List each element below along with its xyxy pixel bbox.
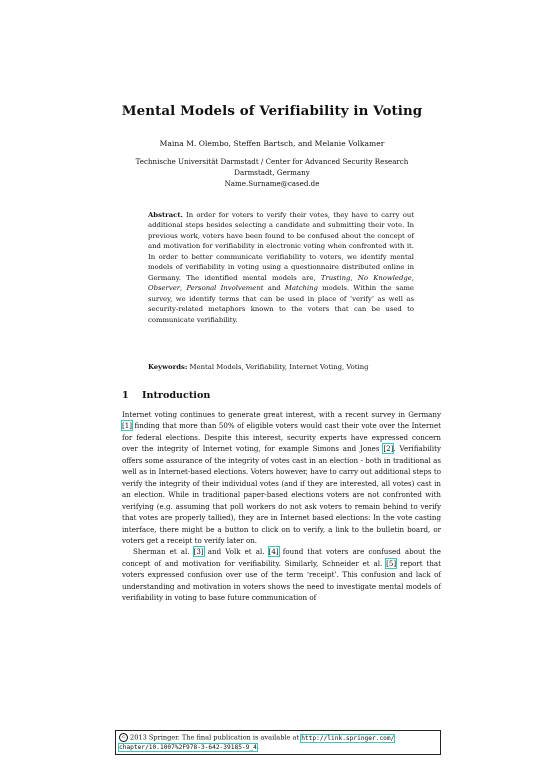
citation-link[interactable]: [2] [383,444,394,454]
paragraph [122,409,441,546]
mental-model-name: Observer [148,284,181,293]
separator: , [350,273,358,282]
paper-title: Mental Models of Verifiability in Voting [121,103,423,119]
paragraph [122,546,441,603]
mental-model-name: Trusting [320,273,351,282]
abstract-text: models. Within the same survey, we identify terms that can be used in place of ‘verify’ as well as security-related metaphors known to the voters that can be used to communicate verifiability. [148,284,414,324]
affiliation-line: Technische Universität Darmstadt / Center for Advanced Security Research [135,157,409,166]
abstract-label: Abstract. [148,211,183,219]
keywords [148,363,414,371]
section-title: Introduction [142,390,211,401]
paragraph-text: report that voters expressed confusion over use of the term ‘receipt’. This confusion and lack of understanding and motivation in voters shows the need to investigate mental models of verifiability in voting to base future communication of [122,558,441,603]
affiliation-location: Darmstadt, Germany [234,168,310,177]
citation-link[interactable]: [3] [193,547,204,557]
mental-model-name: Matching [284,284,318,293]
separator: , [411,273,414,282]
citation-link[interactable]: [5] [386,558,397,568]
footnote-text: 2013 Springer. The final publication is available at [130,733,302,742]
body-text [122,409,441,604]
paragraph-text: and Volk et al. [203,547,269,557]
copyright-icon: c [119,733,128,742]
paragraph-text: Sherman et al. [133,547,194,557]
separator: and [263,284,285,293]
abstract [148,210,414,325]
citation-link[interactable]: [4] [268,547,279,557]
keywords-text: Mental Models, Verifiability, Internet Voting, Voting [187,363,369,371]
footnote-end: . [256,742,259,751]
keywords-label: Keywords: [148,363,188,371]
author-list: Maina M. Olembo, Steffen Bartsch, and Melanie Volkamer [159,139,385,148]
publication-link[interactable]: chapter/10.1007%2F978-3-642-39185-9_4 [119,743,257,751]
section-number: 1 [122,390,129,401]
mental-model-name: No Knowledge [357,273,412,282]
citation-link[interactable]: [1] [122,421,133,431]
mental-model-name: Personal Involvement [186,284,264,293]
paragraph-text: Internet voting continues to generate great interest, with a recent survey in Germany [122,410,441,419]
abstract-text: In order for voters to verify their votes, they have to carry out additional steps besides selecting a candidate and submitting their vote. In previous work, voters have been found to be confused about the concept of and motivation for verifiability in electronic voting when confronted with it. In order to better communicate verifiability to voters, we identify mental models of verifiability in voting using a questionnaire distributed online in Germany. The identified mental models are, [148,211,414,282]
publication-link[interactable]: http://link.springer.com/ [301,734,395,742]
paragraph-text: found that voters are confused about the concept of and motivation for verifiability. Similarly, Schneider et al. [122,547,442,568]
section-heading [122,390,210,401]
copyright-footnote [115,730,441,755]
separator: , [180,284,187,293]
paragraph-text: . Verifiability offers some assurance of the integrity of votes cast in an election - both in traditional as well as in Internet-based elections. Voters however, have to carry out additional steps to verify the integrity of their individual votes (and if they are interested, all votes) cast in an election. While in traditional paper-based elections voters are not confronted with verifying (e.g. assuming that poll workers do not ask voters to remain behind to verify that votes are properly tallied), they are in Internet based elections: In the vote casting interface, there might be a button to click on to verify, a link to the bulletin board, or voters get a receipt to verify later on. [122,444,441,545]
paragraph-text: finding that more than 50% of eligible voters would cast their vote over the Internet for federal elections. Despite this interest, security experts have expressed concern over the integrity of Internet voting, for example Simons and Jones [122,421,441,454]
author-email: Name.Surname@cased.de [224,179,320,188]
